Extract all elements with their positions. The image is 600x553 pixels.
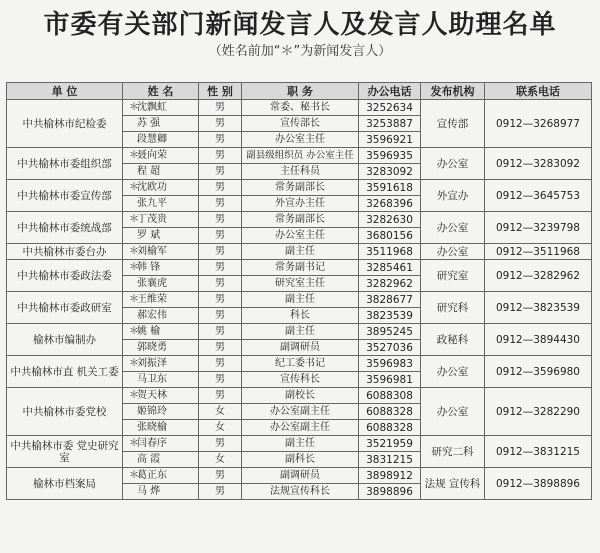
person-name: 高 霞 bbox=[137, 453, 161, 465]
table-row bbox=[7, 212, 592, 228]
unit-cell: 中共榆林市委组织部 bbox=[7, 148, 123, 180]
name-cell bbox=[123, 324, 199, 340]
gender-cell: 男 bbox=[199, 340, 242, 356]
header-unit: 单 位 bbox=[7, 83, 123, 100]
title-cell: 常务副部长 bbox=[242, 180, 359, 196]
person-name: 葛正东 bbox=[137, 469, 167, 481]
name-cell bbox=[123, 484, 199, 500]
name-cell bbox=[123, 404, 199, 420]
spokesperson-star-icon: ＊ bbox=[129, 437, 139, 449]
agency-cell: 研究科 bbox=[421, 292, 485, 324]
person-name: 闫春序 bbox=[137, 437, 167, 449]
gender-cell: 男 bbox=[199, 148, 242, 164]
contact-phone-cell: 0912—3645753 bbox=[485, 180, 592, 212]
table-header-row bbox=[7, 83, 592, 100]
table-row bbox=[7, 244, 592, 260]
name-cell bbox=[123, 340, 199, 356]
title-cell: 常委、秘书长 bbox=[242, 100, 359, 116]
contact-phone-cell: 0912—3239798 bbox=[485, 212, 592, 244]
unit-cell: 中共榆林市委统战部 bbox=[7, 212, 123, 244]
title-cell: 办公室副主任 bbox=[242, 404, 359, 420]
table-row bbox=[7, 468, 592, 484]
unit-cell: 中共榆林市委政法委 bbox=[7, 260, 123, 292]
office-phone-cell: 3268396 bbox=[359, 196, 421, 212]
person-name: 刘榆军 bbox=[137, 245, 167, 257]
person-name: 罗 斌 bbox=[137, 229, 161, 241]
name-cell bbox=[123, 180, 199, 196]
title-cell: 副县级组织员 办公室主任 bbox=[242, 148, 359, 164]
table-row bbox=[7, 388, 592, 404]
name-cell bbox=[123, 196, 199, 212]
contact-phone-cell: 0912—3282962 bbox=[485, 260, 592, 292]
person-name: 沈飘虹 bbox=[137, 101, 167, 113]
spokesperson-star-icon: ＊ bbox=[129, 325, 139, 337]
contact-phone-cell: 0912—3898896 bbox=[485, 468, 592, 500]
title-cell: 副调研员 bbox=[242, 468, 359, 484]
title-cell: 办公室主任 bbox=[242, 132, 359, 148]
person-name: 张九平 bbox=[137, 197, 167, 209]
person-name: 贺天林 bbox=[137, 389, 167, 401]
office-phone-cell: 3252634 bbox=[359, 100, 421, 116]
spokesperson-star-icon: ＊ bbox=[129, 149, 139, 161]
office-phone-cell: 3282962 bbox=[359, 276, 421, 292]
contact-phone-cell: 0912—3823539 bbox=[485, 292, 592, 324]
office-phone-cell: 3596935 bbox=[359, 148, 421, 164]
spokesperson-table bbox=[6, 82, 592, 500]
gender-cell: 男 bbox=[199, 260, 242, 276]
spokesperson-star-icon: ＊ bbox=[129, 389, 139, 401]
table-row bbox=[7, 292, 592, 308]
contact-phone-cell: 0912—3894430 bbox=[485, 324, 592, 356]
agency-cell: 办公室 bbox=[421, 148, 485, 180]
title-cell: 副主任 bbox=[242, 436, 359, 452]
name-cell bbox=[123, 388, 199, 404]
person-name: 张晓榆 bbox=[137, 421, 167, 433]
gender-cell: 男 bbox=[199, 244, 242, 260]
name-cell bbox=[123, 132, 199, 148]
unit-cell: 榆林市档案局 bbox=[7, 468, 123, 500]
office-phone-cell: 3831215 bbox=[359, 452, 421, 468]
office-phone-cell: 3527036 bbox=[359, 340, 421, 356]
person-name: 王维荣 bbox=[137, 293, 167, 305]
name-cell bbox=[123, 468, 199, 484]
gender-cell: 男 bbox=[199, 292, 242, 308]
gender-cell: 男 bbox=[199, 356, 242, 372]
office-phone-cell: 3511968 bbox=[359, 244, 421, 260]
office-phone-cell: 6088328 bbox=[359, 404, 421, 420]
title-cell: 主任科员 bbox=[242, 164, 359, 180]
gender-cell: 男 bbox=[199, 436, 242, 452]
person-name: 沈欧功 bbox=[137, 181, 167, 193]
contact-phone-cell: 0912—3283092 bbox=[485, 148, 592, 180]
agency-cell: 研究二科 bbox=[421, 436, 485, 468]
header-name: 姓 名 bbox=[123, 83, 199, 100]
gender-cell: 男 bbox=[199, 132, 242, 148]
person-name: 韩 锋 bbox=[137, 261, 161, 273]
title-cell: 宣传科长 bbox=[242, 372, 359, 388]
gender-cell: 男 bbox=[199, 228, 242, 244]
office-phone-cell: 6088328 bbox=[359, 420, 421, 436]
title-cell: 副校长 bbox=[242, 388, 359, 404]
header-contact: 联系电话 bbox=[485, 83, 592, 100]
spokesperson-star-icon: ＊ bbox=[129, 213, 139, 225]
contact-phone-cell: 0912—3268977 bbox=[485, 100, 592, 148]
page-title: 市委有关部门新闻发言人及发言人助理名单 bbox=[43, 10, 557, 40]
title-cell: 办公室副主任 bbox=[242, 420, 359, 436]
table-body bbox=[7, 100, 592, 500]
spokesperson-star-icon: ＊ bbox=[129, 101, 139, 113]
agency-cell: 研究室 bbox=[421, 260, 485, 292]
office-phone-cell: 3898896 bbox=[359, 484, 421, 500]
title-cell: 常务副部长 bbox=[242, 212, 359, 228]
page-subtitle: （姓名前加“＊”为新闻发言人） bbox=[208, 44, 392, 59]
title-cell: 办公室主任 bbox=[242, 228, 359, 244]
contact-phone-cell: 0912—3282290 bbox=[485, 388, 592, 436]
name-cell bbox=[123, 228, 199, 244]
name-cell bbox=[123, 356, 199, 372]
gender-cell: 男 bbox=[199, 372, 242, 388]
gender-cell: 男 bbox=[199, 116, 242, 132]
table-row bbox=[7, 100, 592, 116]
title-cell: 常务副书记 bbox=[242, 260, 359, 276]
person-name: 马卫东 bbox=[137, 373, 167, 385]
agency-cell: 法规 宣传科 bbox=[421, 468, 485, 500]
name-cell bbox=[123, 116, 199, 132]
person-name: 郭晓勇 bbox=[137, 341, 167, 353]
agency-cell: 办公室 bbox=[421, 244, 485, 260]
unit-cell: 中共榆林市委台办 bbox=[7, 244, 123, 260]
table-row bbox=[7, 260, 592, 276]
name-cell bbox=[123, 260, 199, 276]
unit-cell: 中共榆林市委政研室 bbox=[7, 292, 123, 324]
person-name: 聂向荣 bbox=[137, 149, 167, 161]
spokesperson-star-icon: ＊ bbox=[129, 261, 139, 273]
agency-cell: 外宣办 bbox=[421, 180, 485, 212]
office-phone-cell: 3680156 bbox=[359, 228, 421, 244]
office-phone-cell: 3253887 bbox=[359, 116, 421, 132]
unit-cell: 中共榆林市直 机关工委 bbox=[7, 356, 123, 388]
name-cell bbox=[123, 452, 199, 468]
gender-cell: 女 bbox=[199, 420, 242, 436]
office-phone-cell: 3521959 bbox=[359, 436, 421, 452]
name-cell bbox=[123, 100, 199, 116]
title-cell: 副主任 bbox=[242, 244, 359, 260]
title-cell: 科长 bbox=[242, 308, 359, 324]
title-cell: 宣传部长 bbox=[242, 116, 359, 132]
contact-phone-cell: 0912—3831215 bbox=[485, 436, 592, 468]
spokesperson-star-icon: ＊ bbox=[129, 357, 139, 369]
office-phone-cell: 3823539 bbox=[359, 308, 421, 324]
header-title: 职 务 bbox=[242, 83, 359, 100]
office-phone-cell: 3591618 bbox=[359, 180, 421, 196]
name-cell bbox=[123, 276, 199, 292]
name-cell bbox=[123, 372, 199, 388]
agency-cell: 办公室 bbox=[421, 388, 485, 436]
gender-cell: 男 bbox=[199, 212, 242, 228]
title-cell: 副调研员 bbox=[242, 340, 359, 356]
office-phone-cell: 3282630 bbox=[359, 212, 421, 228]
title-cell: 研究室主任 bbox=[242, 276, 359, 292]
office-phone-cell: 3898912 bbox=[359, 468, 421, 484]
person-name: 姬锦玲 bbox=[137, 405, 167, 417]
gender-cell: 男 bbox=[199, 180, 242, 196]
office-phone-cell: 6088308 bbox=[359, 388, 421, 404]
title-cell: 副主任 bbox=[242, 324, 359, 340]
title-cell: 副科长 bbox=[242, 452, 359, 468]
spokesperson-star-icon: ＊ bbox=[129, 469, 139, 481]
table-row bbox=[7, 324, 592, 340]
name-cell bbox=[123, 292, 199, 308]
gender-cell: 男 bbox=[199, 324, 242, 340]
person-name: 段慧卿 bbox=[137, 133, 167, 145]
name-cell bbox=[123, 212, 199, 228]
spokesperson-star-icon: ＊ bbox=[129, 293, 139, 305]
gender-cell: 男 bbox=[199, 196, 242, 212]
person-name: 马 烨 bbox=[137, 485, 161, 497]
name-cell bbox=[123, 420, 199, 436]
name-cell bbox=[123, 148, 199, 164]
unit-cell: 中共榆林市纪检委 bbox=[7, 100, 123, 148]
gender-cell: 男 bbox=[199, 484, 242, 500]
office-phone-cell: 3283092 bbox=[359, 164, 421, 180]
person-name: 程 超 bbox=[137, 165, 161, 177]
table-row bbox=[7, 148, 592, 164]
contact-phone-cell: 0912—3596980 bbox=[485, 356, 592, 388]
person-name: 刘振泽 bbox=[137, 357, 167, 369]
office-phone-cell: 3596983 bbox=[359, 356, 421, 372]
spokesperson-star-icon: ＊ bbox=[129, 245, 139, 257]
name-cell bbox=[123, 164, 199, 180]
table-row bbox=[7, 180, 592, 196]
agency-cell: 政秘科 bbox=[421, 324, 485, 356]
table-row bbox=[7, 356, 592, 372]
unit-cell: 中共榆林市委党校 bbox=[7, 388, 123, 436]
unit-cell: 中共榆林市委宣传部 bbox=[7, 180, 123, 212]
gender-cell: 男 bbox=[199, 100, 242, 116]
office-phone-cell: 3596921 bbox=[359, 132, 421, 148]
header-gender: 性 别 bbox=[199, 83, 242, 100]
person-name: 苏 强 bbox=[137, 117, 161, 129]
gender-cell: 女 bbox=[199, 452, 242, 468]
gender-cell: 男 bbox=[199, 468, 242, 484]
office-phone-cell: 3828677 bbox=[359, 292, 421, 308]
contact-phone-cell: 0912—3511968 bbox=[485, 244, 592, 260]
person-name: 丁茂贵 bbox=[137, 213, 167, 225]
gender-cell: 男 bbox=[199, 276, 242, 292]
office-phone-cell: 3596981 bbox=[359, 372, 421, 388]
gender-cell: 男 bbox=[199, 388, 242, 404]
person-name: 姚 榆 bbox=[137, 325, 161, 337]
title-cell: 外宣办主任 bbox=[242, 196, 359, 212]
unit-cell: 中共榆林市委 党史研究室 bbox=[7, 436, 123, 468]
gender-cell: 女 bbox=[199, 404, 242, 420]
title-cell: 纪工委书记 bbox=[242, 356, 359, 372]
name-cell bbox=[123, 436, 199, 452]
name-cell bbox=[123, 244, 199, 260]
table-row bbox=[7, 436, 592, 452]
header-office-phone: 办公电话 bbox=[359, 83, 421, 100]
gender-cell: 男 bbox=[199, 164, 242, 180]
agency-cell: 办公室 bbox=[421, 356, 485, 388]
title-cell: 法规宣传科长 bbox=[242, 484, 359, 500]
office-phone-cell: 3285461 bbox=[359, 260, 421, 276]
office-phone-cell: 3895245 bbox=[359, 324, 421, 340]
unit-cell: 榆林市编制办 bbox=[7, 324, 123, 356]
title-cell: 副主任 bbox=[242, 292, 359, 308]
gender-cell: 男 bbox=[199, 308, 242, 324]
person-name: 郝宏伟 bbox=[137, 309, 167, 321]
agency-cell: 办公室 bbox=[421, 212, 485, 244]
agency-cell: 宣传部 bbox=[421, 100, 485, 148]
person-name: 张襄虎 bbox=[137, 277, 167, 289]
name-cell bbox=[123, 308, 199, 324]
header-agency: 发布机构 bbox=[421, 83, 485, 100]
spokesperson-star-icon: ＊ bbox=[129, 181, 139, 193]
